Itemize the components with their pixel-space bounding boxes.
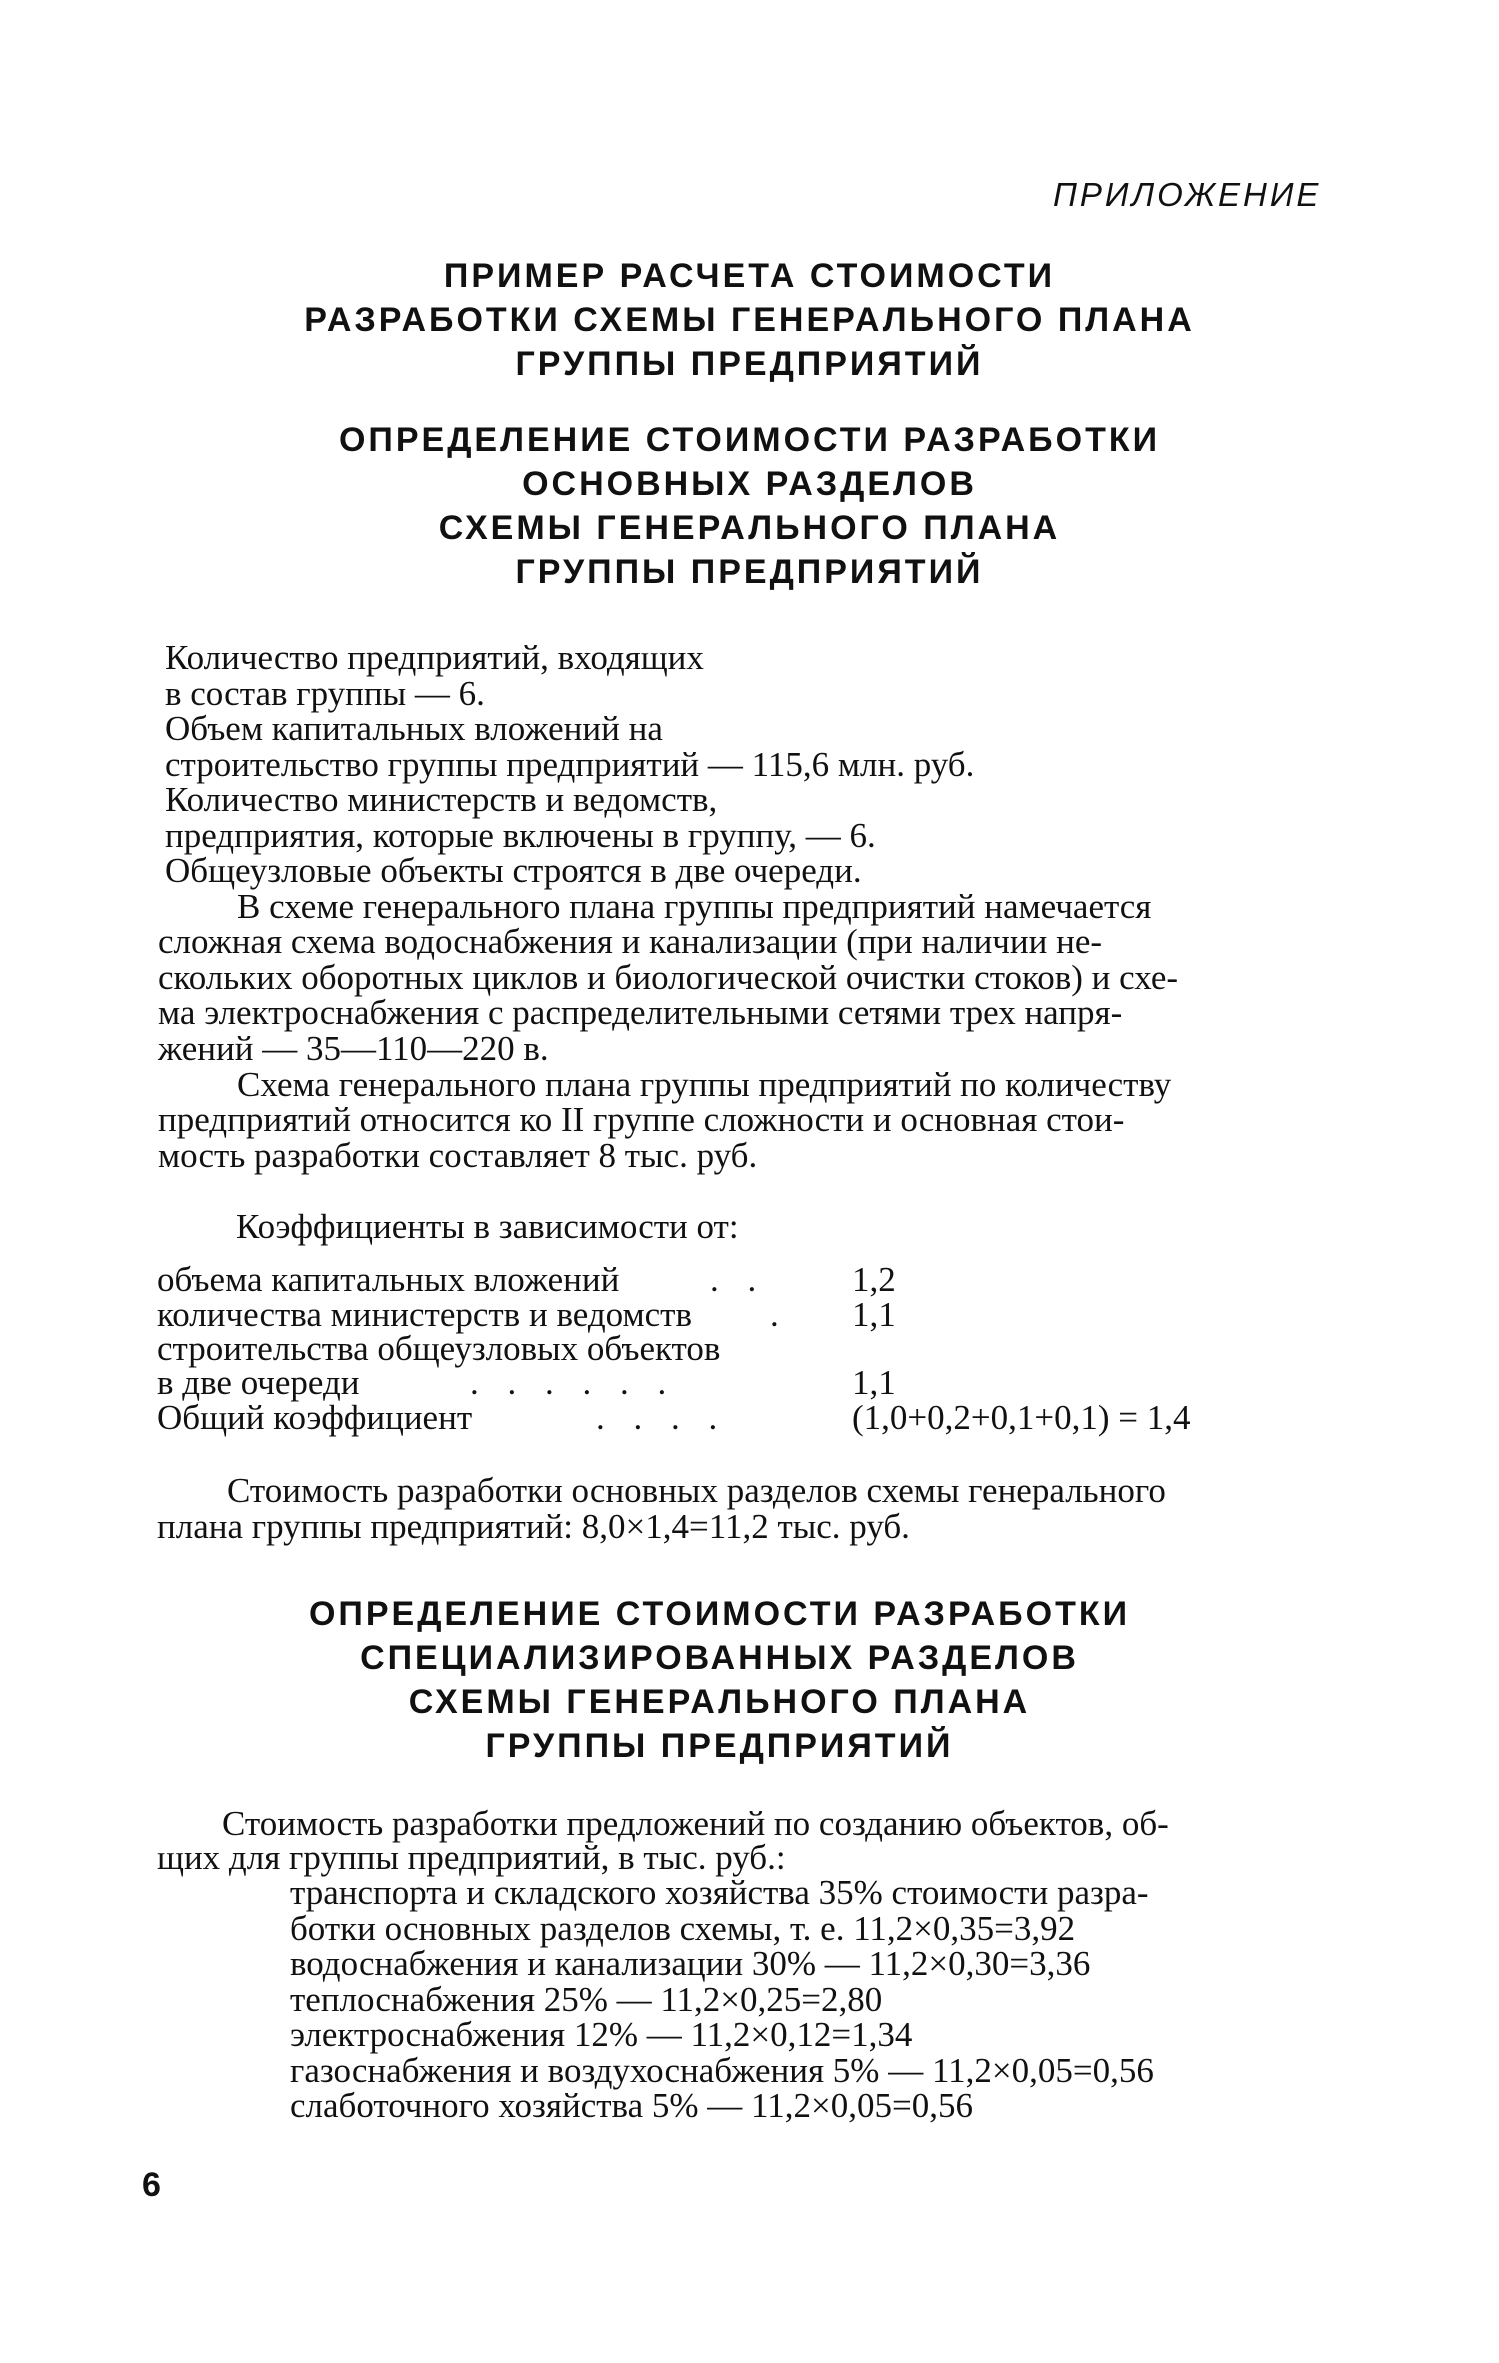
coefficient-dots: . . . .	[596, 1398, 728, 1437]
appendix-label: ПРИЛОЖЕНИЕ	[1053, 176, 1322, 213]
coefficient-dots: . . . . . .	[470, 1363, 677, 1402]
section2-intro-line: Стоимость разработки предложений по созданию объектов, об-	[222, 1804, 1169, 1843]
section2-title-line-4: ГРУППЫ ПРЕДПРИЯТИЙ	[485, 1727, 954, 1765]
cost-result-line: плана группы предприятий: 8,0×1,4=11,2 тыс. руб.	[157, 1507, 910, 1546]
section2-title-line-2: СПЕЦИАЛИЗИРОВАННЫХ РАЗДЕЛОВ	[360, 1639, 1079, 1677]
section2-title-line-1: ОПРЕДЕЛЕНИЕ СТОИМОСТИ РАЗРАБОТКИ	[308, 1595, 1131, 1633]
cost-item-line: транспорта и складского хозяйства 35% стоимости разра-	[290, 1873, 1149, 1912]
fact-line: предприятия, которые включены в группу, — 6.	[165, 816, 876, 855]
main-title-line-3: ГРУППЫ ПРЕДПРИЯТИЙ	[515, 345, 984, 383]
section1-title-line-1: ОПРЕДЕЛЕНИЕ СТОИМОСТИ РАЗРАБОТКИ	[338, 421, 1161, 459]
fact-line: Количество предприятий, входящих	[165, 638, 704, 677]
section1-title-line-3: СХЕМЫ ГЕНЕРАЛЬНОГО ПЛАНА	[438, 509, 1061, 547]
paragraph1-line: В схеме генерального плана группы предприятий намечается	[237, 887, 1152, 926]
cost-item-line: теплоснабжения 25% — 11,2×0,25=2,80	[290, 1980, 883, 2019]
coefficient-label: в две очереди	[157, 1363, 360, 1402]
section2-title-line-3: СХЕМЫ ГЕНЕРАЛЬНОГО ПЛАНА	[408, 1683, 1031, 1721]
paragraph2-line: Схема генерального плана группы предприятий по количеству	[237, 1065, 1172, 1104]
fact-line: Объем капитальных вложений на	[165, 709, 663, 748]
cost-item-line: слаботочного хозяйства 5% — 11,2×0,05=0,56	[290, 2086, 973, 2125]
coefficient-value: (1,0+0,2+0,1+0,1) = 1,4	[852, 1398, 1191, 1437]
coefficient-value: 1,1	[852, 1363, 896, 1402]
main-title-line-2: РАЗРАБОТКИ СХЕМЫ ГЕНЕРАЛЬНОГО ПЛАНА	[304, 301, 1195, 339]
section2-intro-line: щих для группы предприятий, в тыс. руб.:	[157, 1838, 786, 1877]
coefficient-dots: . .	[710, 1260, 767, 1299]
paragraph1-line: скольких оборотных циклов и биологической очистки стоков) и схе-	[158, 958, 1179, 997]
paragraph2-line: мость разработки составляет 8 тыс. руб.	[158, 1136, 758, 1175]
section1-title-line-4: ГРУППЫ ПРЕДПРИЯТИЙ	[515, 553, 984, 591]
paragraph2-line: предприятий относится ко II группе сложности и основная стои-	[158, 1100, 1125, 1139]
coefficient-label: Общий коэффициент	[157, 1398, 473, 1437]
section1-title-line-2: ОСНОВНЫХ РАЗДЕЛОВ	[522, 465, 977, 503]
coefficient-value: 1,1	[852, 1295, 896, 1334]
fact-line: в состав группы — 6.	[165, 674, 485, 713]
coefficients-heading: Коэффициенты в зависимости от:	[236, 1207, 739, 1246]
coefficient-value: 1,2	[852, 1260, 896, 1299]
coefficient-dots: .	[770, 1295, 789, 1334]
fact-line: Количество министерств и ведомств,	[165, 780, 718, 819]
coefficient-label: количества министерств и ведомств	[157, 1295, 692, 1334]
cost-item-line: водоснабжения и канализации 30% — 11,2×0,30=3,36	[290, 1944, 1091, 1983]
coefficient-label: строительства общеузловых объектов	[157, 1329, 721, 1368]
fact-line: Общеузловые объекты строятся в две очереди.	[165, 851, 862, 890]
paragraph1-line: жений — 35—110—220 в.	[158, 1029, 549, 1068]
page-number: 6	[142, 2166, 161, 2204]
cost-item-line: ботки основных разделов схемы, т. е. 11,2×0,35=3,92	[290, 1909, 1076, 1948]
cost-result-line: Стоимость разработки основных разделов схемы генерального	[227, 1471, 1166, 1510]
main-title-line-1: ПРИМЕР РАСЧЕТА СТОИМОСТИ	[443, 257, 1056, 295]
cost-item-line: электроснабжения 12% — 11,2×0,12=1,34	[290, 2015, 913, 2054]
fact-line: строительство группы предприятий — 115,6 млн. руб.	[165, 745, 975, 784]
paragraph1-line: сложная схема водоснабжения и канализации (при наличии не-	[158, 922, 1103, 961]
cost-item-line: газоснабжения и воздухоснабжения 5% — 11,2×0,05=0,56	[290, 2051, 1154, 2090]
paragraph1-line: ма электроснабжения с распределительными сетями трех напря-	[158, 993, 1123, 1032]
coefficient-label: объема капитальных вложений	[157, 1260, 620, 1299]
